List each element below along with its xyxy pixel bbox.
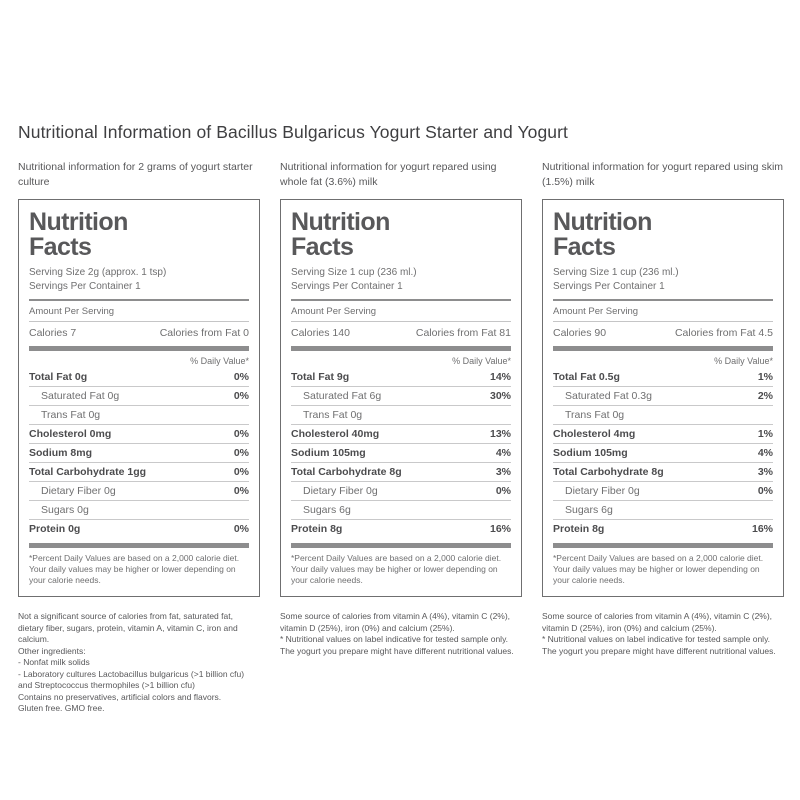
nutrient-row — [291, 368, 511, 386]
nutrient-value: 1% — [757, 428, 773, 440]
nutrient-row — [29, 462, 249, 481]
divider — [29, 543, 249, 548]
nutrient-name: Cholesterol 4mg — [553, 428, 636, 440]
note-line: Not a significant source of calories from fat, saturated fat, dietary fiber, sugars, protein, vitamin A, vitamin C, iron and calcium. — [18, 611, 238, 644]
column-notes — [542, 611, 784, 657]
nutrient-name: Sodium 105mg — [291, 447, 366, 459]
divider — [553, 346, 773, 351]
nutrient-name: Sodium 105mg — [553, 447, 628, 459]
amount-per-serving-label: Amount Per Serving — [553, 306, 639, 317]
nutrient-name: Trans Fat 0g — [565, 409, 625, 421]
nutrition-facts-heading-line2: Facts — [291, 233, 354, 261]
note-line: * Nutritional values on label indicative for tested sample only. The yogurt you prepare might have different nutritional values. — [280, 634, 514, 656]
nutrient-row — [29, 424, 249, 443]
divider — [553, 543, 773, 548]
nutrient-value: 3% — [495, 466, 511, 478]
nutrient-name: Trans Fat 0g — [41, 409, 101, 421]
serving-size: Serving Size 1 cup (236 ml.) — [553, 267, 679, 278]
nutrition-facts-heading — [553, 210, 773, 260]
note-line: Gluten free. GMO free. — [18, 703, 105, 713]
nutrient-name: Total Carbohydrate 8g — [553, 466, 664, 478]
amount-per-serving-label: Amount Per Serving — [291, 306, 377, 317]
calories-row — [553, 325, 773, 341]
nutrient-value: 0% — [233, 485, 249, 497]
nutrient-name: Protein 0g — [29, 523, 81, 535]
nutrient-name: Sugars 6g — [565, 504, 613, 516]
nutrient-name: Trans Fat 0g — [303, 409, 363, 421]
nutrient-value: 0% — [233, 447, 249, 459]
nutrient-name: Total Fat 9g — [291, 371, 350, 383]
nutrient-value: 0% — [233, 428, 249, 440]
nutrient-name: Dietary Fiber 0g — [41, 485, 116, 497]
nutrition-facts-panel — [542, 199, 784, 597]
nutrient-row — [553, 519, 773, 538]
nutrient-value: 14% — [489, 371, 511, 383]
nutrient-value: 16% — [751, 523, 773, 535]
nutrition-facts-heading-line1: Nutrition — [291, 208, 390, 236]
nutrient-row — [291, 424, 511, 443]
nutrient-rows — [291, 368, 511, 538]
nutrient-value: 1% — [757, 371, 773, 383]
divider — [291, 299, 511, 301]
nutrition-facts-panel — [18, 199, 260, 597]
nutrient-row — [553, 481, 773, 500]
nutrient-row — [553, 462, 773, 481]
calories-label: Calories 7 — [29, 327, 77, 339]
nutrient-name: Protein 8g — [553, 523, 605, 535]
note-line: - Nonfat milk solids — [18, 657, 90, 667]
nutrient-name: Total Fat 0g — [29, 371, 88, 383]
nutrient-row — [553, 386, 773, 405]
nutrient-name: Sugars 6g — [303, 504, 351, 516]
nutrient-value: 0% — [233, 390, 249, 402]
nutrient-row — [291, 443, 511, 462]
divider — [553, 321, 773, 322]
nutrition-column — [18, 160, 260, 715]
calories-row — [291, 325, 511, 341]
divider — [29, 321, 249, 322]
nutrient-row — [29, 519, 249, 538]
nutrient-row — [29, 443, 249, 462]
column-caption: Nutritional information for yogurt repared using skim (1.5%) milk — [542, 161, 784, 188]
nutrition-facts-heading-line1: Nutrition — [553, 208, 652, 236]
note-line: Some source of calories from vitamin A (4%), vitamin C (2%), vitamin D (25%), iron (0%) and calcium (25%). — [542, 611, 773, 633]
nutrient-value: 13% — [489, 428, 511, 440]
nutrient-row — [553, 405, 773, 424]
daily-value-header: % Daily Value* — [452, 356, 511, 366]
nutrient-name: Saturated Fat 0.3g — [565, 390, 652, 402]
nutrition-facts-heading-line2: Facts — [29, 233, 92, 261]
calories-row — [29, 325, 249, 341]
nutrition-column — [542, 160, 784, 715]
divider — [29, 299, 249, 301]
nutrient-value: 3% — [757, 466, 773, 478]
nutrient-rows — [553, 368, 773, 538]
nutrition-columns — [18, 160, 784, 715]
nutrient-name: Saturated Fat 6g — [303, 390, 382, 402]
nutrition-facts-heading-line1: Nutrition — [29, 208, 128, 236]
nutrient-row — [29, 405, 249, 424]
calories-from-fat-label: Calories from Fat 4.5 — [674, 327, 773, 339]
nutrient-name: Cholesterol 40mg — [291, 428, 380, 440]
nutrient-row — [291, 462, 511, 481]
nutrient-value: 0% — [233, 466, 249, 478]
servings-per-container: Servings Per Container 1 — [291, 281, 403, 292]
nutrient-value: 0% — [233, 371, 249, 383]
nutrition-facts-heading — [29, 210, 249, 260]
servings-per-container: Servings Per Container 1 — [29, 281, 141, 292]
divider — [291, 346, 511, 351]
nutrient-value: 16% — [489, 523, 511, 535]
nutrient-value: 0% — [233, 523, 249, 535]
nutrient-value: 0% — [757, 485, 773, 497]
nutrient-value: 2% — [757, 390, 773, 402]
nutrient-row — [553, 500, 773, 519]
nutrient-name: Dietary Fiber 0g — [303, 485, 378, 497]
column-notes — [280, 611, 522, 657]
serving-size: Serving Size 1 cup (236 ml.) — [291, 267, 417, 278]
nutrition-facts-panel — [280, 199, 522, 597]
nutrient-name: Dietary Fiber 0g — [565, 485, 640, 497]
divider — [291, 543, 511, 548]
nutrient-row — [291, 405, 511, 424]
serving-size: Serving Size 2g (approx. 1 tsp) — [29, 267, 167, 278]
column-notes — [18, 611, 260, 715]
daily-value-footnote: *Percent Daily Values are based on a 2,000 calorie diet. Your daily values may be higher or lower depending on your calorie needs. — [553, 553, 764, 585]
nutrient-name: Saturated Fat 0g — [41, 390, 120, 402]
nutrient-row — [553, 424, 773, 443]
divider — [29, 346, 249, 351]
daily-value-footnote: *Percent Daily Values are based on a 2,000 calorie diet. Your daily values may be higher or lower depending on your calorie needs. — [291, 553, 502, 585]
divider — [553, 299, 773, 301]
nutrient-name: Total Carbohydrate 1gg — [29, 466, 147, 478]
calories-from-fat-label: Calories from Fat 81 — [415, 327, 511, 339]
nutrient-row — [29, 500, 249, 519]
column-caption: Nutritional information for yogurt repared using whole fat (3.6%) milk — [280, 161, 497, 188]
calories-label: Calories 90 — [553, 327, 607, 339]
nutrient-value: 30% — [489, 390, 511, 402]
nutrient-row — [291, 519, 511, 538]
nutrient-name: Total Fat 0.5g — [553, 371, 620, 383]
nutrient-name: Total Carbohydrate 8g — [291, 466, 402, 478]
nutrient-name: Sodium 8mg — [29, 447, 93, 459]
note-line: - Laboratory cultures Lactobacillus bulgaricus (>1 billion cfu) and Streptococcus thermophiles (>1 billion cfu) — [18, 668, 245, 690]
nutrient-name: Protein 8g — [291, 523, 343, 535]
nutrient-name: Cholesterol 0mg — [29, 428, 112, 440]
page-title: Nutritional Information of Bacillus Bulgaricus Yogurt Starter and Yogurt — [18, 121, 569, 142]
divider — [291, 321, 511, 322]
nutrient-row — [29, 386, 249, 405]
column-caption: Nutritional information for 2 grams of yogurt starter culture — [18, 161, 253, 188]
nutrition-column — [280, 160, 522, 715]
nutrient-row — [291, 386, 511, 405]
daily-value-footnote: *Percent Daily Values are based on a 2,000 calorie diet. Your daily values may be higher or lower depending on your calorie needs. — [29, 553, 240, 585]
note-line: Contains no preservatives, artificial colors and flavors. — [18, 691, 222, 702]
nutrition-facts-heading-line2: Facts — [553, 233, 616, 261]
nutrient-value: 0% — [495, 485, 511, 497]
nutrient-row — [291, 500, 511, 519]
calories-label: Calories 140 — [291, 327, 350, 339]
note-line: Some source of calories from vitamin A (4%), vitamin C (2%), vitamin D (25%), iron (0%) and calcium (25%). — [280, 611, 511, 633]
note-line: Other ingredients: — [18, 645, 86, 656]
calories-from-fat-label: Calories from Fat 0 — [159, 327, 249, 339]
nutrition-facts-heading — [291, 210, 511, 260]
nutrient-row — [553, 368, 773, 386]
daily-value-header: % Daily Value* — [714, 356, 773, 366]
amount-per-serving-label: Amount Per Serving — [29, 306, 115, 317]
note-line: * Nutritional values on label indicative for tested sample only. The yogurt you prepare might have different nutritional values. — [542, 634, 776, 656]
nutrient-row — [29, 481, 249, 500]
nutrient-value: 4% — [495, 447, 511, 459]
nutrient-row — [29, 368, 249, 386]
daily-value-header: % Daily Value* — [190, 356, 249, 366]
servings-per-container: Servings Per Container 1 — [553, 281, 665, 292]
nutrient-name: Sugars 0g — [41, 504, 89, 516]
nutrient-row — [553, 443, 773, 462]
nutrient-row — [291, 481, 511, 500]
nutrient-rows — [29, 368, 249, 538]
nutrient-value: 4% — [757, 447, 773, 459]
